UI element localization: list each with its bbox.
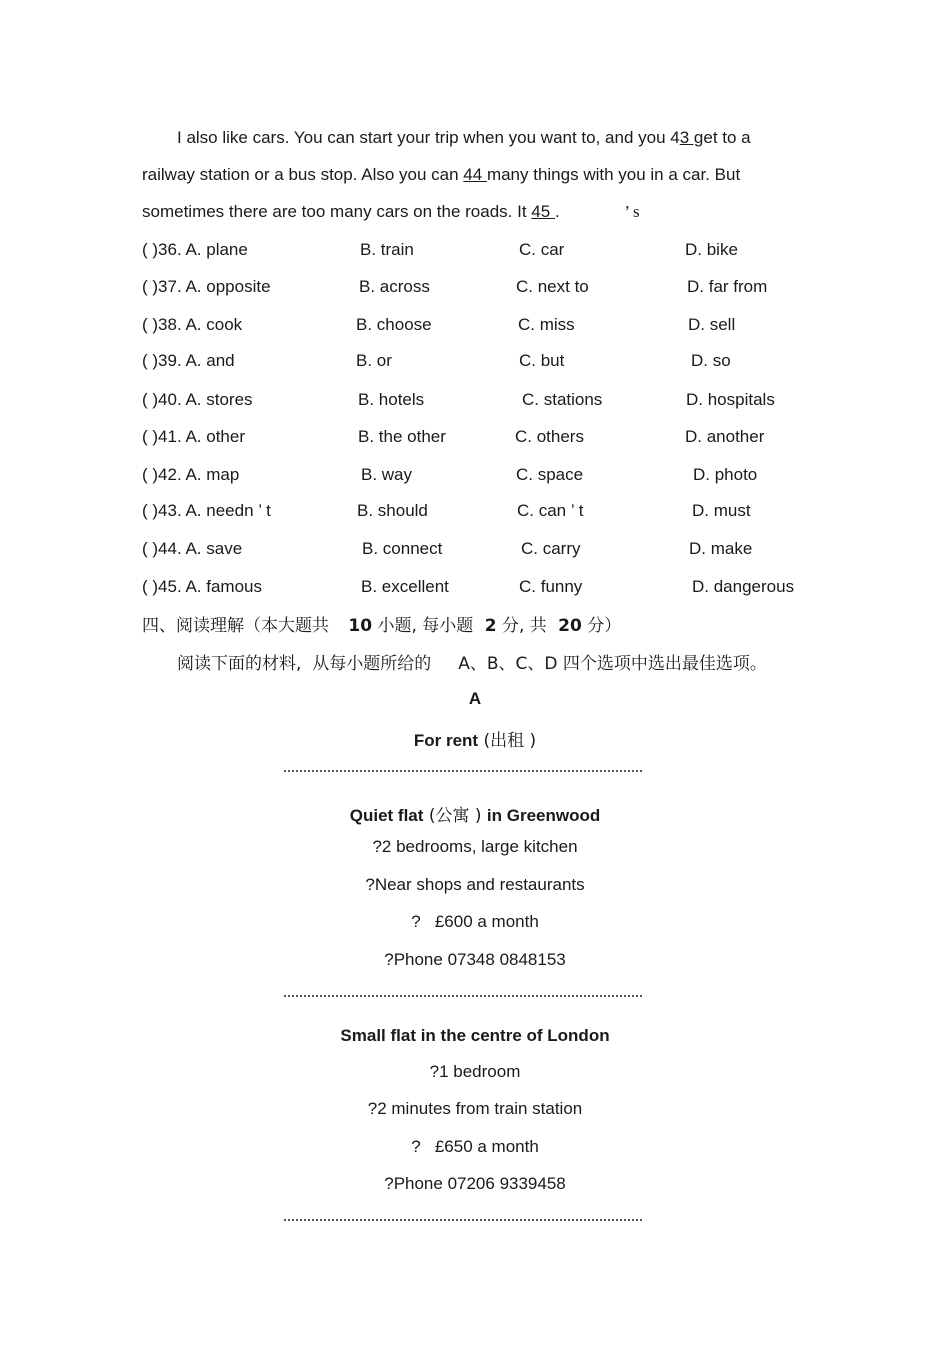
- option-b: B. the other: [358, 427, 446, 446]
- passage-line-1: I also like cars. You can start your trip when you want to, and you 43 get to a: [177, 128, 751, 147]
- option-b: B. should: [357, 501, 428, 520]
- option-b: B. train: [360, 240, 414, 259]
- option-b: B. way: [361, 465, 413, 484]
- option-d: D. bike: [685, 240, 738, 259]
- ad-line: ?Phone 07206 9339458: [384, 1174, 566, 1193]
- question-stem: ( )41. A. other: [142, 427, 245, 446]
- question-stem: ( )44. A. save: [142, 539, 243, 558]
- question-row: [142, 315, 822, 339]
- section-heading: 四、阅读理解（本大题共 10 小题, 每小题 2 分, 共 20 分）: [142, 616, 622, 636]
- ad-line: ?2 bedrooms, large kitchen: [372, 837, 578, 856]
- option-b: B. choose: [356, 315, 432, 334]
- option-d: D. dangerous: [692, 577, 795, 596]
- question-stem: ( )43. A. needn ’ t: [142, 501, 271, 520]
- option-d: D. far from: [687, 277, 768, 296]
- option-d: D. sell: [688, 315, 736, 334]
- divider: [284, 770, 642, 774]
- ad-line: ?2 minutes from train station: [367, 1099, 583, 1118]
- ad-line: ?Phone 07348 0848153: [384, 950, 566, 969]
- option-c: C. car: [519, 240, 565, 259]
- option-c: C. but: [519, 351, 565, 370]
- divider: [284, 1219, 642, 1223]
- option-b: B. hotels: [358, 390, 425, 409]
- question-row: [142, 390, 822, 414]
- option-b: B. or: [356, 351, 392, 370]
- question-row: [142, 351, 822, 375]
- ad-line: ? £600 a month: [411, 912, 539, 931]
- option-c: C. next to: [516, 277, 589, 296]
- reading-title: For rent (出租 ): [413, 731, 537, 751]
- ad-title: Small flat in the centre of London: [340, 1026, 610, 1045]
- question-stem: ( )40. A. stores: [142, 390, 253, 409]
- blank-45: 45: [531, 202, 555, 221]
- option-d: D. photo: [693, 465, 758, 484]
- option-d: D. so: [691, 351, 731, 370]
- blank-43: 3 g: [679, 128, 704, 147]
- divider: [284, 995, 642, 999]
- question-row: [142, 427, 822, 451]
- question-row: [142, 577, 822, 601]
- option-c: C. stations: [522, 390, 603, 409]
- option-c: C. carry: [521, 539, 581, 558]
- option-b: B. connect: [362, 539, 443, 558]
- question-stem: ( )39. A. and: [142, 351, 235, 370]
- question-stem: ( )37. A. opposite: [142, 277, 271, 296]
- ad-line: ?1 bedroom: [429, 1062, 521, 1081]
- option-b: B. across: [359, 277, 430, 296]
- option-d: D. make: [689, 539, 753, 558]
- question-row: [142, 501, 822, 525]
- option-c: C. others: [515, 427, 584, 446]
- question-row: [142, 240, 822, 264]
- question-stem: ( )36. A. plane: [142, 240, 248, 259]
- passage: [142, 119, 812, 230]
- option-d: D. must: [692, 501, 751, 520]
- question-row: [142, 465, 822, 489]
- question-row: [142, 539, 822, 563]
- ad-line: ? £650 a month: [411, 1137, 539, 1156]
- option-d: D. another: [685, 427, 765, 446]
- question-stem: ( )45. A. famous: [142, 577, 262, 596]
- option-b: B. excellent: [361, 577, 449, 596]
- section-instruction: 阅读下面的材料, 从每小题所给的 A、B、C、D 四个选项中选出最佳选项。: [177, 654, 767, 674]
- option-c: C. funny: [519, 577, 583, 596]
- passage-line-2: railway station or a bus stop. Also you can 44 many things with you in a car. But: [142, 165, 741, 184]
- option-d: D. hospitals: [686, 390, 775, 409]
- option-c: C. space: [516, 465, 584, 484]
- passage-line-3: sometimes there are too many cars on the roads. It 45 . ’ s: [142, 202, 640, 221]
- blank-44: 44: [463, 165, 487, 184]
- option-c: C. miss: [518, 315, 575, 334]
- ad-title: Quiet flat (公寓 ) in Greenwood: [349, 806, 601, 826]
- question-row: [142, 277, 822, 301]
- reading-letter: A: [468, 689, 482, 708]
- question-stem: ( )42. A. map: [142, 465, 240, 484]
- ad-line: ?Near shops and restaurants: [365, 875, 585, 894]
- question-stem: ( )38. A. cook: [142, 315, 243, 334]
- option-c: C. can ’ t: [517, 501, 584, 520]
